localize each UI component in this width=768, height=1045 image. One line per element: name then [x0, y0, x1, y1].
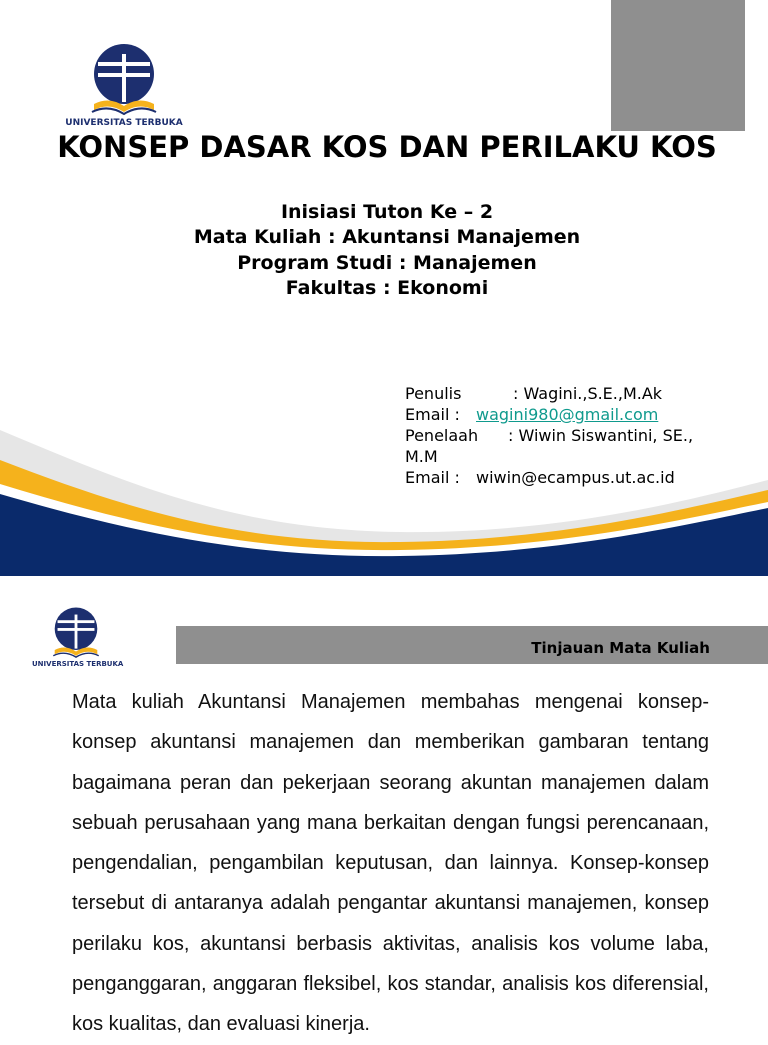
author-value: : Wagini.,S.E.,M.Ak	[513, 384, 663, 403]
section-header-bar	[176, 626, 768, 664]
ut-logo-small	[32, 604, 124, 672]
reviewer-row-cont	[405, 446, 765, 467]
decorative-gray-block	[611, 0, 745, 131]
email2-row	[405, 467, 765, 488]
ut-logo	[62, 40, 186, 132]
email1-link[interactable]: wagini980@gmail.com	[476, 405, 659, 424]
content-slide	[0, 578, 768, 1036]
logo-org-name: UNIVERSITAS TERBUKA	[32, 660, 124, 668]
email2-value: wiwin@ecampus.ut.ac.id	[476, 468, 675, 487]
reviewer-row	[405, 425, 765, 446]
author-label: Penulis	[405, 384, 462, 403]
subtitle-course: Mata Kuliah : Akuntansi Manajemen	[193, 226, 581, 248]
reviewer-label: Penelaah	[405, 426, 479, 445]
subtitle-faculty: Fakultas : Ekonomi	[285, 277, 489, 299]
universitas-terbuka-emblem-icon	[62, 40, 186, 120]
slide-title: KONSEP DASAR KOS DAN PERILAKU KOS	[57, 130, 717, 164]
author-row	[405, 383, 765, 404]
reviewer-value: : Wiwin Siswantini, SE.,	[508, 426, 694, 445]
section-header-title: Tinjauan Mata Kuliah	[531, 639, 710, 657]
credits-block	[405, 383, 765, 488]
email1-label: Email :	[405, 405, 460, 424]
subtitle-program: Program Studi : Manajemen	[237, 252, 537, 274]
logo-org-name: UNIVERSITAS TERBUKA	[65, 118, 183, 128]
reviewer-value-cont: M.M	[405, 447, 438, 466]
course-description: Mata kuliah Akuntansi Manajemen membahas mengenai konsep-konsep akuntansi manajemen dan memberikan gambaran tentang bagaimana peran dan pekerjaan seorang akuntan manajemen dalam sebuah perusahaan yang mana berkaitan dengan fungsi perencanaan, pengendalian, pengambilan keputusan, dan lainnya. Konsep-konsep tersebut di antaranya adalah pengantar akuntansi manajemen, konsep perilaku kos, akuntansi berbasis aktivitas, analisis kos volume laba, penganggaran, anggaran fleksibel, kos standar, analisis kos diferensial, kos kualitas, dan evaluasi kinerja.	[72, 691, 709, 1036]
email2-label: Email :	[405, 468, 460, 487]
universitas-terbuka-emblem-icon	[32, 604, 120, 662]
email1-row	[405, 404, 765, 425]
subtitle-tuton: Inisiasi Tuton Ke – 2	[280, 201, 494, 223]
